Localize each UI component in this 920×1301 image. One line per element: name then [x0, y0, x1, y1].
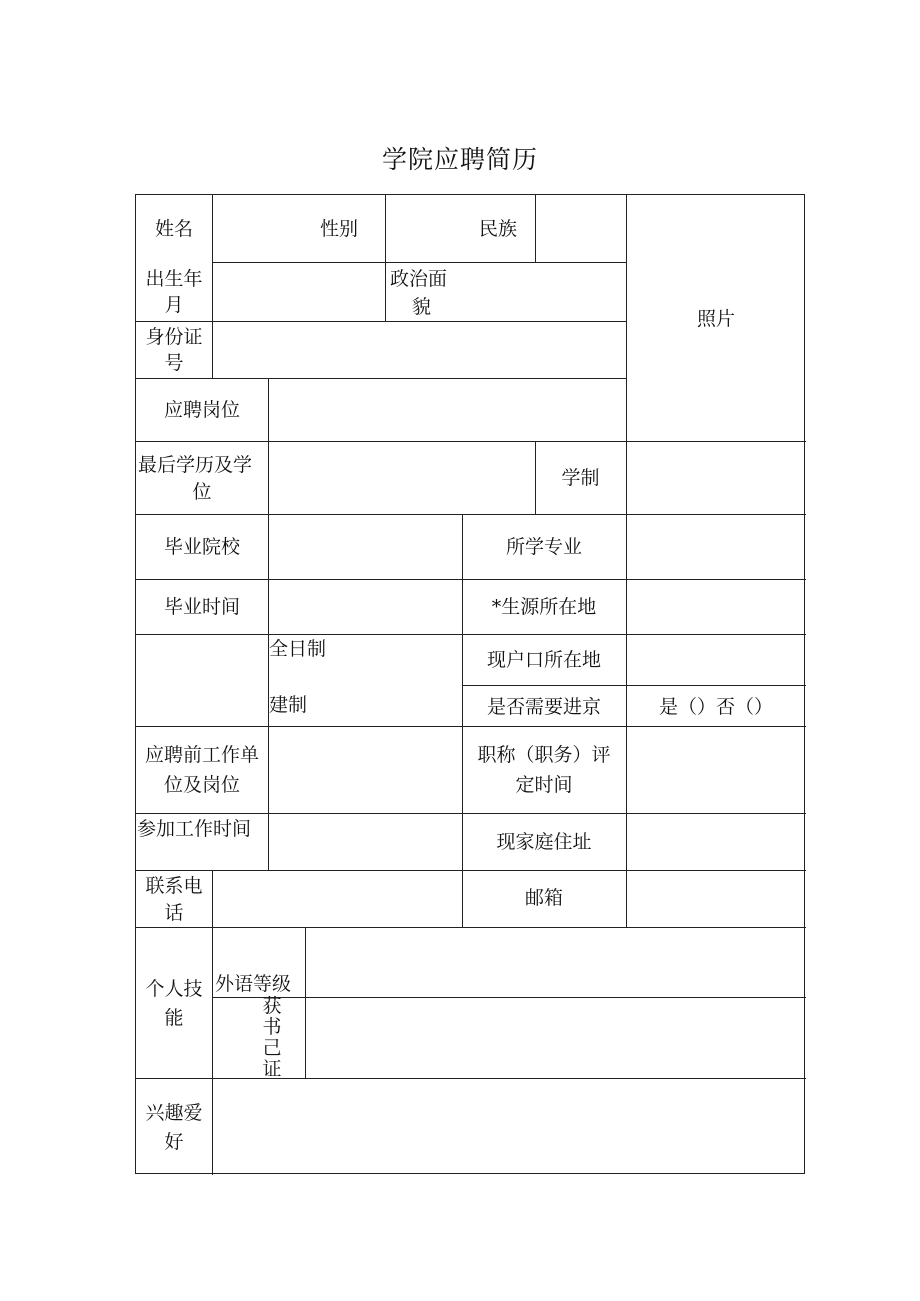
label-prev-work: 应聘前工作单 — [144, 744, 259, 766]
label-graduate-time: 毕业时间 — [163, 596, 240, 618]
label-birth: 出生年 — [145, 268, 203, 290]
home-address-field[interactable] — [630, 817, 802, 866]
grid-line — [136, 870, 806, 871]
label-title-rating: 职称（职务）评 — [477, 744, 611, 766]
birth-field[interactable] — [216, 266, 380, 318]
label-education: 最后学历及学 — [138, 454, 253, 476]
work-start-field[interactable] — [272, 817, 457, 866]
gender-field[interactable] — [389, 201, 469, 257]
label-language-level: 外语等级 — [215, 973, 292, 995]
ethnicity-field[interactable] — [539, 201, 621, 257]
label-education-cont: 位 — [192, 481, 212, 503]
label-skills-cont: 能 — [164, 1007, 184, 1029]
hukou-field[interactable] — [630, 638, 802, 681]
grid-line — [305, 927, 306, 1079]
label-graduate-school: 毕业院校 — [163, 536, 240, 558]
certificates-field[interactable] — [309, 1001, 802, 1074]
yes-no-choice[interactable]: 是（）否（） — [658, 696, 773, 718]
resume-form — [135, 194, 805, 1174]
label-ethnicity: 民族 — [479, 218, 518, 240]
grid-line — [268, 378, 269, 871]
label-birth-cont: 月 — [164, 294, 184, 316]
label-hukou: 现户口所在地 — [486, 649, 601, 671]
label-skills: 个人技 — [145, 978, 203, 1000]
prev-work-field[interactable] — [272, 730, 457, 809]
graduate-time-field[interactable] — [272, 583, 457, 630]
grid-line — [136, 1078, 806, 1079]
grid-line — [136, 634, 806, 635]
email-field[interactable] — [630, 874, 802, 923]
grid-line — [136, 726, 806, 727]
label-position: 应聘岗位 — [163, 399, 240, 421]
label-id: 身份证 — [145, 326, 203, 348]
label-gender: 性别 — [320, 218, 359, 240]
label-certificates: 获书己证 — [262, 995, 282, 1080]
label-prev-work-cont: 位及岗位 — [163, 774, 240, 796]
political-field[interactable] — [466, 266, 621, 318]
grid-line — [136, 514, 806, 515]
label-id-cont: 号 — [164, 352, 184, 374]
grid-line — [136, 321, 626, 322]
id-number-field[interactable] — [216, 325, 621, 375]
label-hobbies-cont: 好 — [164, 1131, 184, 1153]
language-level-field[interactable] — [309, 931, 802, 993]
graduate-school-field[interactable] — [272, 518, 457, 575]
label-hobbies: 兴趣爱 — [145, 1102, 203, 1124]
grid-line — [462, 514, 463, 928]
page-title: 学院应聘简历 — [381, 145, 538, 174]
education-field[interactable] — [272, 445, 530, 510]
label-political: 政治面 — [390, 268, 448, 290]
grid-line — [136, 441, 806, 442]
grid-line — [212, 262, 626, 263]
label-fulltime: 全日制 — [269, 638, 327, 660]
label-work-start: 参加工作时间 — [137, 818, 252, 840]
phone-field[interactable] — [216, 874, 457, 923]
grid-line — [136, 813, 806, 814]
grid-line — [212, 195, 213, 379]
label-system: 建制 — [269, 694, 308, 716]
grid-line — [136, 378, 626, 379]
education-type-field[interactable] — [140, 638, 264, 722]
name-field[interactable] — [216, 201, 316, 257]
grid-line — [212, 870, 213, 1175]
label-major: 所学专业 — [505, 536, 582, 558]
grid-line — [385, 195, 386, 322]
grid-line — [535, 195, 536, 263]
major-field[interactable] — [630, 518, 802, 575]
grid-line — [136, 927, 806, 928]
grid-line — [212, 997, 806, 998]
label-need-beijing: 是否需要进京 — [486, 696, 601, 718]
label-origin: *生源所在地 — [491, 596, 597, 618]
position-field[interactable] — [272, 382, 622, 437]
origin-field[interactable] — [630, 583, 802, 630]
school-length-field[interactable] — [630, 445, 802, 510]
label-home-address: 现家庭住址 — [496, 831, 592, 853]
label-political-cont: 貌 — [412, 296, 432, 318]
label-school-length: 学制 — [561, 467, 600, 489]
label-phone-cont: 话 — [164, 902, 184, 924]
label-name: 姓名 — [154, 218, 193, 240]
grid-line — [462, 685, 806, 686]
hobbies-field[interactable] — [216, 1082, 802, 1171]
label-phone: 联系电 — [145, 875, 203, 897]
grid-line — [626, 441, 627, 928]
grid-line — [136, 579, 806, 580]
label-email: 邮箱 — [524, 887, 563, 909]
label-photo: 照片 — [696, 308, 735, 330]
label-title-rating-cont: 定时间 — [515, 774, 573, 796]
title-rating-field[interactable] — [630, 730, 802, 809]
